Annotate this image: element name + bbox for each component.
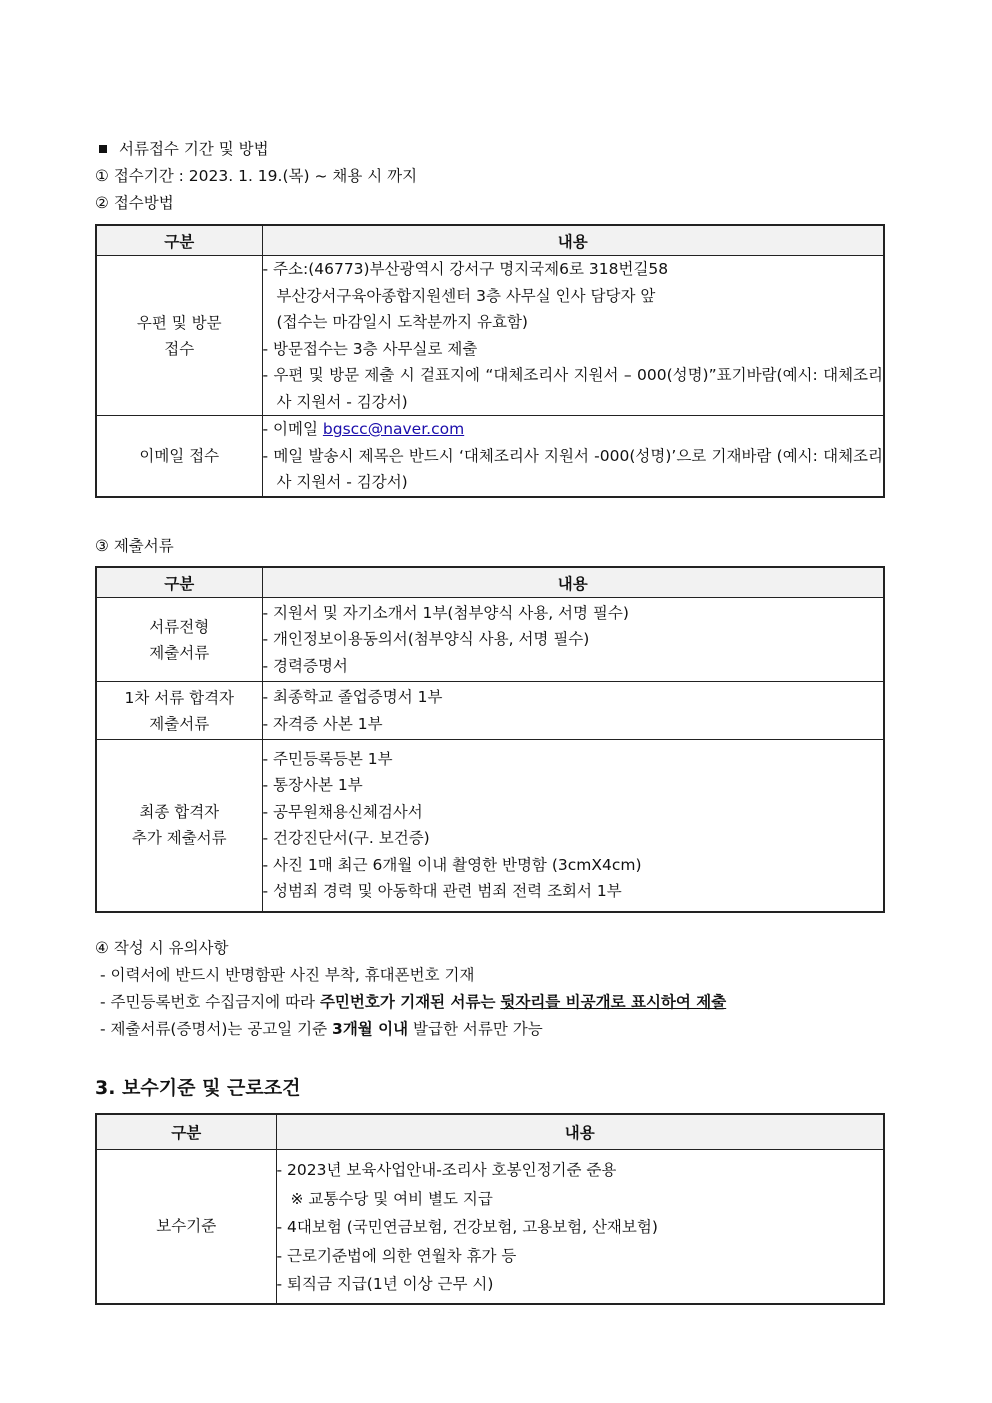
table-header-category: 구분 bbox=[96, 1114, 276, 1150]
content-item: - 우편 및 방문 제출 시 겉표지에 “대체조리사 지원서 – 000(성명)”표기바람(예시: 대체조리사 지원서 - 김강서) bbox=[262, 366, 883, 411]
row-category bbox=[96, 598, 262, 682]
content-item: - 통장사본 1부 bbox=[262, 776, 363, 795]
content-item: - 개인정보이용동의서(첨부양식 사용, 서명 필수) bbox=[262, 630, 590, 649]
receipt-heading-text: 서류접수 기간 및 방법 bbox=[119, 140, 269, 158]
note-item: - 이력서에 반드시 반명함판 사진 부착, 휴대폰번호 기재 bbox=[100, 966, 475, 984]
content-item: - 사진 1매 최근 6개월 이내 촬영한 반명함 (3cmX4cm) bbox=[262, 855, 642, 874]
content-item bbox=[263, 416, 884, 443]
table-row bbox=[96, 740, 884, 912]
row-category: 보수기준 bbox=[96, 1150, 276, 1304]
category-line: 제출서류 bbox=[149, 714, 210, 733]
content-item: - 지원서 및 자기소개서 1부(첨부양식 사용, 서명 필수) bbox=[262, 603, 629, 622]
row-content bbox=[262, 740, 884, 912]
content-item: - 공무원채용신체검사서 bbox=[262, 802, 423, 821]
note-item bbox=[100, 1018, 543, 1040]
square-bullet-icon bbox=[99, 145, 107, 153]
content-item: - 4대보험 (국민연금보험, 건강보험, 고용보험, 산재보험) bbox=[276, 1218, 658, 1236]
table-row bbox=[96, 416, 884, 497]
table-row bbox=[96, 682, 884, 740]
table-header-content: 내용 bbox=[262, 225, 884, 256]
row-content bbox=[262, 416, 884, 497]
category-line: 1차 서류 합격자 bbox=[124, 688, 235, 707]
content-subitem: (접수는 마감일시 도착분까지 유효함) bbox=[276, 313, 528, 331]
email-label: - 이메일 bbox=[262, 420, 318, 438]
receipt-period: ① 접수기간 : 2023. 1. 19.(목) ~ 채용 시 까지 bbox=[95, 167, 418, 185]
salary-table bbox=[95, 1113, 885, 1305]
table-row bbox=[96, 598, 884, 682]
category-line: 우편 및 방문 bbox=[136, 313, 222, 332]
content-item: - 메일 발송시 제목은 반드시 ‘대체조리사 지원서 -000(성명)’으로 기재바람 (예시: 대체조리사 지원서 - 김강서) bbox=[262, 446, 883, 491]
documents-table bbox=[95, 566, 885, 913]
row-category bbox=[96, 682, 262, 740]
row-content bbox=[262, 598, 884, 682]
row-category: 이메일 접수 bbox=[96, 416, 262, 497]
receipt-heading bbox=[95, 138, 269, 160]
category-line: 최종 합격자 bbox=[139, 803, 220, 822]
content-item: - 경력증명서 bbox=[262, 656, 348, 675]
table-row bbox=[96, 1150, 884, 1304]
note-emphasis: 주민번호가 기재된 서류는 bbox=[319, 993, 496, 1011]
receipt-method-title: ② 접수방법 bbox=[95, 194, 174, 212]
receipt-method-table bbox=[95, 224, 885, 498]
note-text: 발급한 서류만 가능 bbox=[408, 1020, 543, 1038]
category-line: 추가 제출서류 bbox=[131, 829, 227, 848]
content-item: - 2023년 보육사업안내-조리사 호봉인정기준 준용 bbox=[276, 1161, 617, 1179]
category-line: 제출서류 bbox=[149, 643, 210, 662]
content-item: - 자격증 사본 1부 bbox=[262, 714, 383, 733]
note-text: - 제출서류(증명서)는 공고일 기준 bbox=[100, 1020, 333, 1038]
table-header-content: 내용 bbox=[262, 567, 884, 598]
content-item: - 최종학교 졸업증명서 1부 bbox=[262, 688, 443, 706]
content-item: - 건강진단서(구. 보건증) bbox=[262, 829, 430, 848]
row-category bbox=[96, 740, 262, 912]
content-item: - 근로기준법에 의한 연월차 휴가 등 bbox=[276, 1246, 517, 1265]
documents-title: ③ 제출서류 bbox=[95, 537, 174, 555]
content-subitem: 부산강서구육아종합지원센터 3층 사무실 인사 담당자 앞 bbox=[276, 286, 656, 305]
note-item bbox=[100, 991, 726, 1013]
content-item: - 퇴직금 지급(1년 이상 근무 시) bbox=[276, 1275, 494, 1293]
row-content bbox=[262, 682, 884, 740]
content-item: - 성범죄 경력 및 아동학대 관련 범죄 전력 조회서 1부 bbox=[262, 882, 622, 901]
row-content bbox=[262, 256, 884, 416]
content-item: - 주민등록등본 1부 bbox=[262, 749, 393, 768]
content-item: - 방문접수는 3층 사무실로 제출 bbox=[262, 339, 478, 358]
category-line: 접수 bbox=[164, 339, 195, 358]
note-emphasis-underlined: 뒷자리를 비공개로 표시하여 제출 bbox=[500, 993, 727, 1011]
table-header-category: 구분 bbox=[96, 567, 262, 598]
email-link[interactable]: bgscc@naver.com bbox=[322, 420, 465, 438]
note-text: - 주민등록번호 수집금지에 따라 bbox=[100, 993, 320, 1011]
table-row bbox=[96, 256, 884, 416]
category-line: 서류전형 bbox=[149, 617, 210, 636]
row-content bbox=[276, 1150, 884, 1304]
table-header-content: 내용 bbox=[276, 1114, 884, 1150]
table-header-category: 구분 bbox=[96, 225, 262, 256]
note-emphasis: 3개월 이내 bbox=[332, 1020, 409, 1038]
salary-heading: 3. 보수기준 및 근로조건 bbox=[95, 1077, 301, 1099]
content-item: - 주소:(46773)부산광역시 강서구 명지국제6로 318번길58 bbox=[262, 260, 669, 278]
row-category bbox=[96, 256, 262, 416]
notes-title: ④ 작성 시 유의사항 bbox=[95, 939, 229, 957]
content-subitem: ※ 교통수당 및 여비 별도 지급 bbox=[290, 1189, 493, 1208]
